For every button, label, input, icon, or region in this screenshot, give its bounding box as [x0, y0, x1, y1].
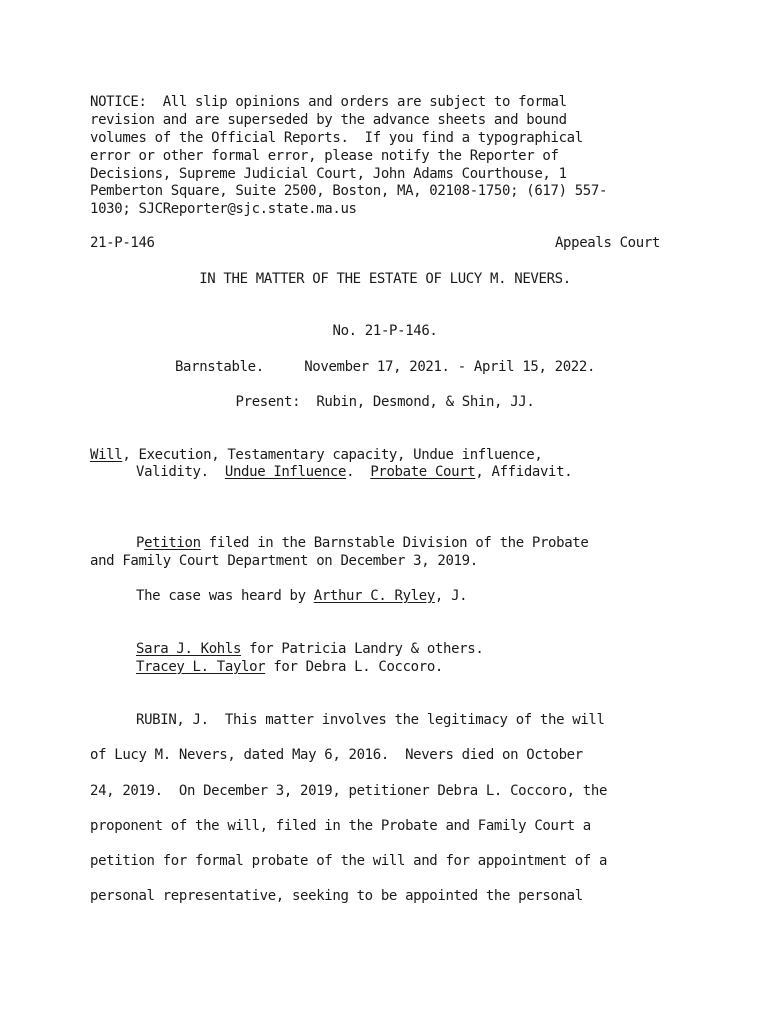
opinion-line: 24, 2019. On December 3, 2019, petitioner Debra L. Coccoro, the	[90, 783, 608, 799]
headnote-text: .	[346, 464, 371, 480]
panel-present: Present: Rubin, Desmond, & Shin, JJ.	[235, 394, 535, 410]
headnote-undue-influence: Undue Influence	[224, 464, 347, 480]
heard-text: , J.	[434, 588, 468, 604]
counsel-text: for Patricia Landry & others.	[241, 641, 484, 657]
court-name: Appeals Court	[554, 235, 660, 251]
opinion-line: RUBIN, J. This matter involves the legitimacy of the will	[136, 712, 605, 728]
notice-line: error or other formal error, please notify the Reporter of	[90, 148, 559, 164]
notice-line: volumes of the Official Reports. If you find a typographical	[90, 130, 583, 146]
opinion-line: of Lucy M. Nevers, dated May 6, 2016. Nevers died on October	[90, 747, 583, 763]
notice-line: Pemberton Square, Suite 2500, Boston, MA, 02108-1750; (617) 557-	[90, 183, 608, 199]
notice-line: revision and are superseded by the advance sheets and bound	[90, 112, 567, 128]
petition-word: etition	[144, 535, 201, 551]
opinion-line: proponent of the will, filed in the Probate and Family Court a	[90, 818, 591, 834]
procedural-line-2: and Family Court Department on December 3, 2019.	[90, 553, 478, 569]
counsel-name: Sara J. Kohls	[136, 641, 242, 657]
headnote-line-2	[90, 463, 572, 481]
headnote-will: Will	[90, 447, 123, 463]
headnote-text: , Affidavit.	[475, 464, 573, 480]
case-title: IN THE MATTER OF THE ESTATE OF LUCY M. NEVERS.	[199, 271, 571, 287]
headnote-probate-court: Probate Court	[370, 464, 476, 480]
petition-p: P	[136, 535, 145, 551]
heard-by-line	[90, 587, 467, 605]
counsel-name: Tracey L. Taylor	[136, 659, 266, 675]
opinion-line: petition for formal probate of the will and for appointment of a	[90, 853, 608, 869]
judge-name: Arthur C. Ryley	[313, 588, 435, 604]
county-dates: Barnstable. November 17, 2021. - April 15, 2022.	[174, 359, 596, 375]
procedural-line-1	[90, 534, 588, 552]
headnote-line-1	[90, 446, 542, 464]
heard-text: The case was heard by	[136, 588, 314, 604]
counsel-text: for Debra L. Coccoro.	[265, 659, 443, 675]
notice-line: Decisions, Supreme Judicial Court, John Adams Courthouse, 1	[90, 166, 567, 182]
counsel-line-1	[90, 640, 483, 658]
docket-number: 21-P-146	[90, 235, 155, 251]
procedural-text: filed in the Barnstable Division of the Probate	[200, 535, 589, 551]
counsel-line-2	[90, 658, 443, 676]
opinion-line: personal representative, seeking to be appointed the personal	[90, 888, 583, 904]
notice-line: 1030; SJCReporter@sjc.state.ma.us	[90, 201, 357, 217]
headnote-text: , Execution, Testamentary capacity, Undue influence,	[122, 447, 543, 463]
case-number: No. 21-P-146.	[332, 323, 438, 339]
notice-line: NOTICE: All slip opinions and orders are subject to formal	[90, 94, 567, 110]
headnote-text: Validity.	[136, 464, 225, 480]
